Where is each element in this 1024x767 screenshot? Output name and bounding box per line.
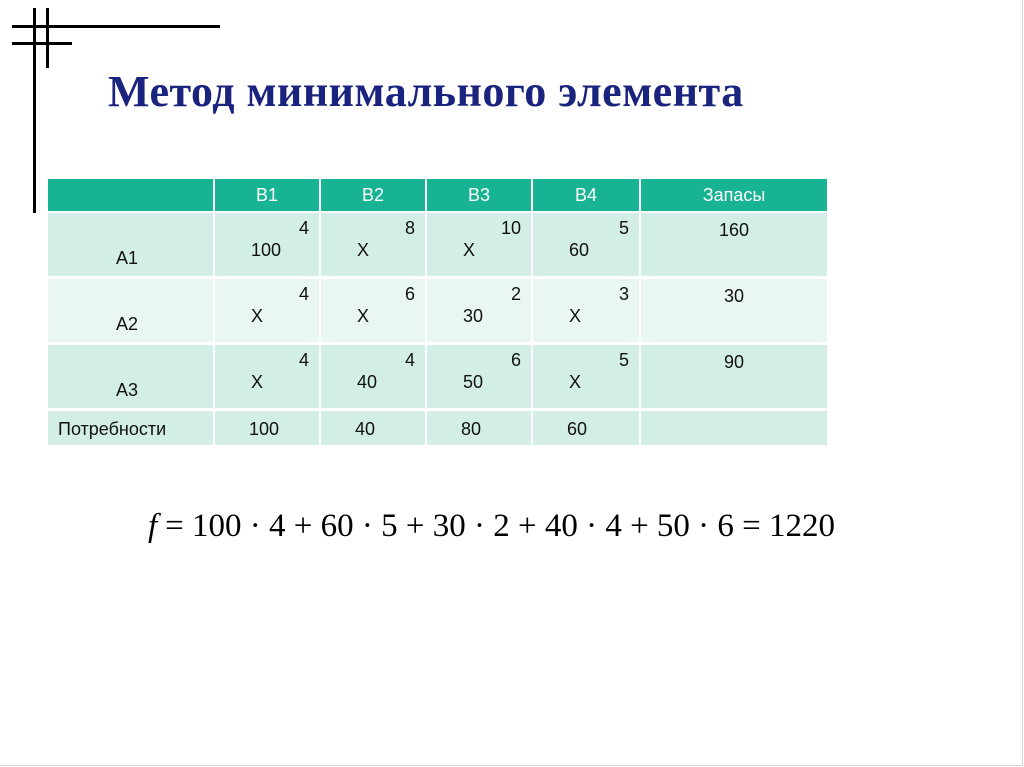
header-b1: B1 <box>214 179 320 212</box>
cell-value: 100 <box>251 240 282 260</box>
formula-variable: f <box>148 508 158 544</box>
needs-value: 80 <box>461 419 482 439</box>
header-b3: B3 <box>426 179 532 212</box>
cell-cost: 4 <box>298 350 309 370</box>
cell-value: X <box>463 240 476 260</box>
stock-value: 90 <box>723 352 745 372</box>
row-label-cell <box>48 212 214 278</box>
cell-cost: 3 <box>618 284 629 304</box>
formula-expression: = 100 · 4 + 60 · 5 + 30 · 2 + 40 · 4 + 50 · 6 = 1220 <box>165 508 836 544</box>
header-corner <box>48 179 214 212</box>
table-cell <box>426 344 532 410</box>
cell-value: 50 <box>463 372 484 392</box>
cell-value: 30 <box>463 306 484 326</box>
cell-value: 40 <box>357 372 378 392</box>
table-cell <box>320 278 426 344</box>
stock-cell <box>640 344 828 410</box>
table-header-row <box>48 179 828 212</box>
table-cell <box>214 212 320 278</box>
cell-cost: 6 <box>510 350 521 370</box>
needs-cell <box>214 410 320 447</box>
table-cell <box>426 212 532 278</box>
row-label-cell <box>48 344 214 410</box>
table-cell <box>214 278 320 344</box>
cell-cost: 10 <box>500 218 521 238</box>
cell-value: X <box>251 306 264 326</box>
row-label: A2 <box>116 314 139 334</box>
objective-formula <box>148 508 835 545</box>
row-label: A1 <box>116 248 139 268</box>
cell-value: X <box>251 372 264 392</box>
cell-value: X <box>569 372 582 392</box>
stock-cell <box>640 212 828 278</box>
cell-cost: 4 <box>404 350 415 370</box>
needs-label-cell <box>48 410 214 447</box>
cell-cost: 5 <box>618 350 629 370</box>
needs-cell <box>320 410 426 447</box>
header-stock: Запасы <box>640 179 828 212</box>
decor-line-h1 <box>12 25 220 28</box>
needs-value: 60 <box>567 419 588 439</box>
table-cell <box>532 212 640 278</box>
decor-line-h2 <box>12 42 72 45</box>
needs-cell <box>532 410 640 447</box>
decor-line-v1 <box>33 8 36 213</box>
table-row-needs <box>48 410 828 447</box>
stock-value: 30 <box>723 286 745 306</box>
table-cell <box>320 212 426 278</box>
cell-value: X <box>569 306 582 326</box>
needs-cell <box>426 410 532 447</box>
table-row-a3 <box>48 344 828 410</box>
stock-cell <box>640 278 828 344</box>
header-b4: B4 <box>532 179 640 212</box>
header-b2: B2 <box>320 179 426 212</box>
cell-cost: 4 <box>298 218 309 238</box>
needs-stock-cell <box>640 410 828 447</box>
row-label: A3 <box>116 380 139 400</box>
cell-cost: 8 <box>404 218 415 238</box>
table-row-a2 <box>48 278 828 344</box>
cell-cost: 2 <box>510 284 521 304</box>
table-cell <box>214 344 320 410</box>
row-label-cell <box>48 278 214 344</box>
table-cell <box>532 344 640 410</box>
table-cell <box>320 344 426 410</box>
needs-label: Потребности <box>58 419 167 439</box>
cell-cost: 5 <box>618 218 629 238</box>
needs-value: 100 <box>249 419 280 439</box>
table-cell <box>532 278 640 344</box>
table-cell <box>426 278 532 344</box>
decor-line-v2 <box>46 8 49 68</box>
table-row-a1 <box>48 212 828 278</box>
cell-cost: 6 <box>404 284 415 304</box>
cell-value: X <box>357 306 370 326</box>
needs-value: 40 <box>355 419 376 439</box>
transport-table <box>48 179 829 448</box>
stock-value: 160 <box>718 220 750 240</box>
page-title: Метод минимального элемента <box>108 67 744 116</box>
cell-value: 60 <box>569 240 590 260</box>
cell-cost: 4 <box>298 284 309 304</box>
cell-value: X <box>357 240 370 260</box>
